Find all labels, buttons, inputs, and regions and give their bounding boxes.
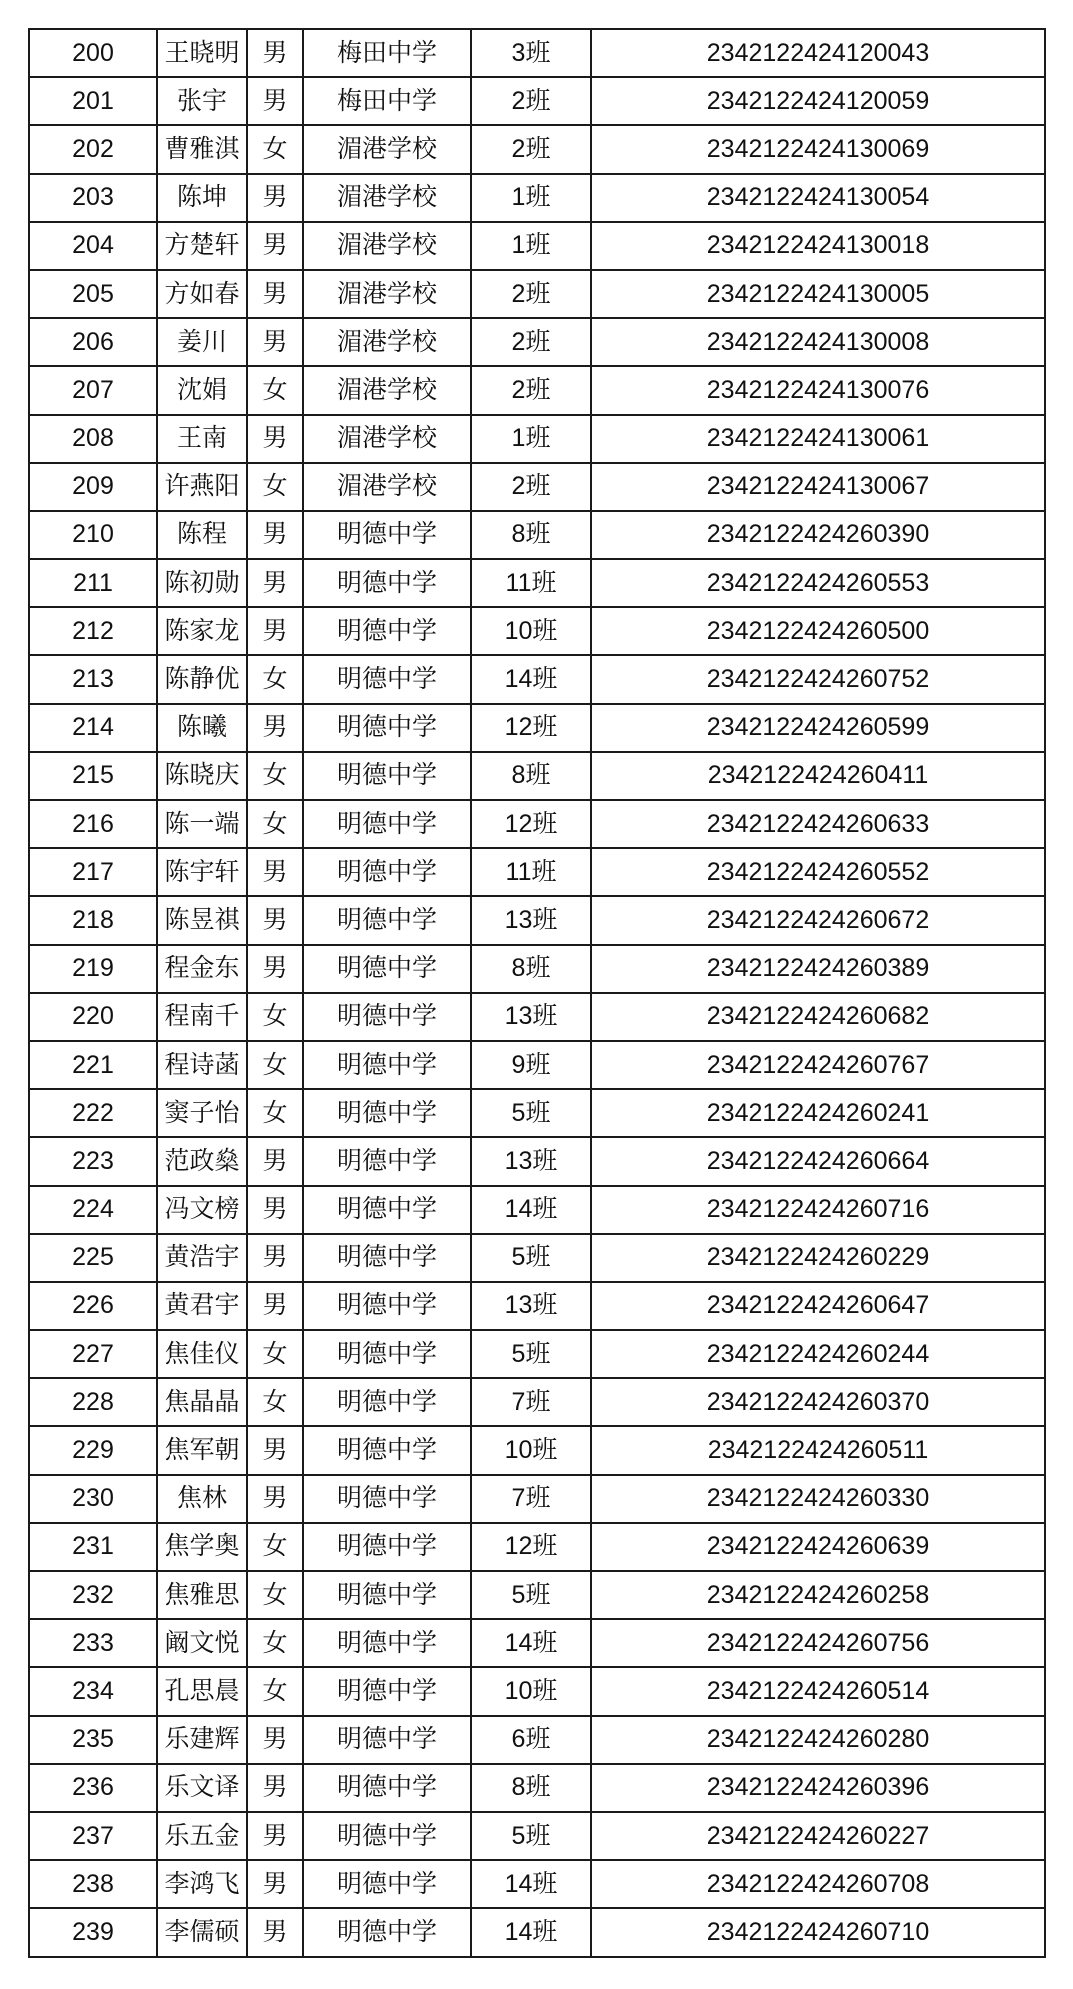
row-number-cell: 204 xyxy=(29,222,157,270)
table-row xyxy=(29,1619,1045,1667)
school-cell: 湄港学校 xyxy=(303,463,471,511)
table-row xyxy=(29,559,1045,607)
gender-cell: 男 xyxy=(247,896,303,944)
table-row xyxy=(29,1475,1045,1523)
class-cell: 3班 xyxy=(471,29,591,77)
class-cell: 6班 xyxy=(471,1716,591,1764)
exam-id-cell: 2342122424260716 xyxy=(591,1186,1045,1234)
school-cell: 明德中学 xyxy=(303,607,471,655)
row-number-cell: 235 xyxy=(29,1716,157,1764)
student-name-cell: 乐建辉 xyxy=(157,1716,247,1764)
school-cell: 明德中学 xyxy=(303,1378,471,1426)
school-cell: 明德中学 xyxy=(303,800,471,848)
school-cell: 明德中学 xyxy=(303,1812,471,1860)
exam-id-cell: 2342122424260664 xyxy=(591,1137,1045,1185)
table-row xyxy=(29,1234,1045,1282)
class-cell: 13班 xyxy=(471,1282,591,1330)
table-row xyxy=(29,800,1045,848)
school-cell: 明德中学 xyxy=(303,1571,471,1619)
student-name-cell: 程南千 xyxy=(157,993,247,1041)
gender-cell: 男 xyxy=(247,1812,303,1860)
row-number-cell: 222 xyxy=(29,1089,157,1137)
table-row xyxy=(29,29,1045,77)
exam-id-cell: 2342122424130008 xyxy=(591,318,1045,366)
school-cell: 明德中学 xyxy=(303,1282,471,1330)
school-cell: 明德中学 xyxy=(303,1860,471,1908)
student-name-cell: 焦雅思 xyxy=(157,1571,247,1619)
row-number-cell: 218 xyxy=(29,896,157,944)
exam-id-cell: 2342122424260411 xyxy=(591,752,1045,800)
exam-id-cell: 2342122424260599 xyxy=(591,704,1045,752)
school-cell: 湄港学校 xyxy=(303,174,471,222)
table-row xyxy=(29,1330,1045,1378)
exam-id-cell: 2342122424260708 xyxy=(591,1860,1045,1908)
table-row xyxy=(29,270,1045,318)
row-number-cell: 239 xyxy=(29,1908,157,1956)
exam-id-cell: 2342122424260370 xyxy=(591,1378,1045,1426)
row-number-cell: 232 xyxy=(29,1571,157,1619)
exam-id-cell: 2342122424260553 xyxy=(591,559,1045,607)
class-cell: 11班 xyxy=(471,559,591,607)
school-cell: 湄港学校 xyxy=(303,222,471,270)
school-cell: 梅田中学 xyxy=(303,29,471,77)
school-cell: 明德中学 xyxy=(303,1523,471,1571)
exam-id-cell: 2342122424260330 xyxy=(591,1475,1045,1523)
table-row xyxy=(29,1571,1045,1619)
table-row xyxy=(29,1908,1045,1956)
student-name-cell: 方楚轩 xyxy=(157,222,247,270)
student-name-cell: 沈娟 xyxy=(157,366,247,414)
row-number-cell: 215 xyxy=(29,752,157,800)
student-name-cell: 方如春 xyxy=(157,270,247,318)
school-cell: 明德中学 xyxy=(303,655,471,703)
row-number-cell: 217 xyxy=(29,848,157,896)
gender-cell: 男 xyxy=(247,415,303,463)
class-cell: 14班 xyxy=(471,655,591,703)
school-cell: 明德中学 xyxy=(303,1426,471,1474)
student-name-cell: 孔思晨 xyxy=(157,1667,247,1715)
exam-id-cell: 2342122424130018 xyxy=(591,222,1045,270)
school-cell: 明德中学 xyxy=(303,511,471,559)
exam-id-cell: 2342122424120059 xyxy=(591,77,1045,125)
gender-cell: 女 xyxy=(247,1041,303,1089)
table-row xyxy=(29,1667,1045,1715)
class-cell: 1班 xyxy=(471,415,591,463)
class-cell: 1班 xyxy=(471,174,591,222)
table-row xyxy=(29,993,1045,1041)
exam-id-cell: 2342122424260241 xyxy=(591,1089,1045,1137)
exam-id-cell: 2342122424130005 xyxy=(591,270,1045,318)
gender-cell: 男 xyxy=(247,270,303,318)
class-cell: 5班 xyxy=(471,1812,591,1860)
exam-id-cell: 2342122424260647 xyxy=(591,1282,1045,1330)
class-cell: 14班 xyxy=(471,1619,591,1667)
school-cell: 明德中学 xyxy=(303,1908,471,1956)
school-cell: 明德中学 xyxy=(303,945,471,993)
gender-cell: 男 xyxy=(247,848,303,896)
gender-cell: 女 xyxy=(247,800,303,848)
table-row xyxy=(29,1137,1045,1185)
class-cell: 14班 xyxy=(471,1186,591,1234)
row-number-cell: 219 xyxy=(29,945,157,993)
student-name-cell: 陈昱祺 xyxy=(157,896,247,944)
row-number-cell: 224 xyxy=(29,1186,157,1234)
gender-cell: 女 xyxy=(247,655,303,703)
gender-cell: 男 xyxy=(247,1426,303,1474)
student-name-cell: 姜川 xyxy=(157,318,247,366)
student-name-cell: 焦军朝 xyxy=(157,1426,247,1474)
row-number-cell: 221 xyxy=(29,1041,157,1089)
student-name-cell: 焦晶晶 xyxy=(157,1378,247,1426)
student-name-cell: 窦子怡 xyxy=(157,1089,247,1137)
gender-cell: 女 xyxy=(247,366,303,414)
table-row xyxy=(29,1282,1045,1330)
table-row xyxy=(29,125,1045,173)
class-cell: 13班 xyxy=(471,993,591,1041)
row-number-cell: 227 xyxy=(29,1330,157,1378)
school-cell: 明德中学 xyxy=(303,559,471,607)
class-cell: 2班 xyxy=(471,366,591,414)
school-cell: 明德中学 xyxy=(303,1089,471,1137)
exam-id-cell: 2342122424260639 xyxy=(591,1523,1045,1571)
student-name-cell: 陈宇轩 xyxy=(157,848,247,896)
row-number-cell: 201 xyxy=(29,77,157,125)
school-cell: 明德中学 xyxy=(303,1137,471,1185)
student-name-cell: 许燕阳 xyxy=(157,463,247,511)
exam-id-cell: 2342122424260280 xyxy=(591,1716,1045,1764)
row-number-cell: 206 xyxy=(29,318,157,366)
exam-id-cell: 2342122424260396 xyxy=(591,1764,1045,1812)
student-name-cell: 焦林 xyxy=(157,1475,247,1523)
student-name-cell: 张宇 xyxy=(157,77,247,125)
roster-table-body xyxy=(29,29,1045,1957)
class-cell: 7班 xyxy=(471,1378,591,1426)
school-cell: 明德中学 xyxy=(303,896,471,944)
student-name-cell: 黄君宇 xyxy=(157,1282,247,1330)
row-number-cell: 236 xyxy=(29,1764,157,1812)
class-cell: 8班 xyxy=(471,1764,591,1812)
row-number-cell: 225 xyxy=(29,1234,157,1282)
school-cell: 明德中学 xyxy=(303,704,471,752)
row-number-cell: 231 xyxy=(29,1523,157,1571)
row-number-cell: 226 xyxy=(29,1282,157,1330)
school-cell: 明德中学 xyxy=(303,993,471,1041)
exam-id-cell: 2342122424130076 xyxy=(591,366,1045,414)
row-number-cell: 210 xyxy=(29,511,157,559)
table-row xyxy=(29,222,1045,270)
table-row xyxy=(29,896,1045,944)
row-number-cell: 213 xyxy=(29,655,157,703)
gender-cell: 男 xyxy=(247,704,303,752)
row-number-cell: 238 xyxy=(29,1860,157,1908)
row-number-cell: 229 xyxy=(29,1426,157,1474)
gender-cell: 男 xyxy=(247,1475,303,1523)
table-row xyxy=(29,318,1045,366)
row-number-cell: 230 xyxy=(29,1475,157,1523)
row-number-cell: 223 xyxy=(29,1137,157,1185)
class-cell: 12班 xyxy=(471,800,591,848)
gender-cell: 女 xyxy=(247,1330,303,1378)
gender-cell: 男 xyxy=(247,29,303,77)
class-cell: 11班 xyxy=(471,848,591,896)
class-cell: 14班 xyxy=(471,1908,591,1956)
table-row xyxy=(29,607,1045,655)
gender-cell: 女 xyxy=(247,125,303,173)
gender-cell: 男 xyxy=(247,1137,303,1185)
student-name-cell: 王南 xyxy=(157,415,247,463)
table-row xyxy=(29,1812,1045,1860)
row-number-cell: 208 xyxy=(29,415,157,463)
student-name-cell: 陈初勋 xyxy=(157,559,247,607)
table-row xyxy=(29,415,1045,463)
exam-id-cell: 2342122424260752 xyxy=(591,655,1045,703)
gender-cell: 男 xyxy=(247,1716,303,1764)
school-cell: 湄港学校 xyxy=(303,318,471,366)
exam-id-cell: 2342122424260756 xyxy=(591,1619,1045,1667)
exam-id-cell: 2342122424260767 xyxy=(591,1041,1045,1089)
class-cell: 5班 xyxy=(471,1571,591,1619)
gender-cell: 男 xyxy=(247,222,303,270)
table-row xyxy=(29,511,1045,559)
exam-id-cell: 2342122424260710 xyxy=(591,1908,1045,1956)
gender-cell: 男 xyxy=(247,1282,303,1330)
class-cell: 8班 xyxy=(471,511,591,559)
table-row xyxy=(29,77,1045,125)
gender-cell: 女 xyxy=(247,1619,303,1667)
exam-id-cell: 2342122424260552 xyxy=(591,848,1045,896)
table-row xyxy=(29,848,1045,896)
exam-id-cell: 2342122424260633 xyxy=(591,800,1045,848)
student-name-cell: 阚文悦 xyxy=(157,1619,247,1667)
class-cell: 10班 xyxy=(471,607,591,655)
roster-table xyxy=(28,28,1046,1958)
row-number-cell: 205 xyxy=(29,270,157,318)
class-cell: 10班 xyxy=(471,1426,591,1474)
school-cell: 湄港学校 xyxy=(303,125,471,173)
gender-cell: 女 xyxy=(247,1089,303,1137)
row-number-cell: 209 xyxy=(29,463,157,511)
school-cell: 湄港学校 xyxy=(303,366,471,414)
student-name-cell: 黄浩宇 xyxy=(157,1234,247,1282)
exam-id-cell: 2342122424130069 xyxy=(591,125,1045,173)
exam-id-cell: 2342122424260244 xyxy=(591,1330,1045,1378)
table-row xyxy=(29,1089,1045,1137)
gender-cell: 女 xyxy=(247,463,303,511)
school-cell: 明德中学 xyxy=(303,1764,471,1812)
student-name-cell: 程金东 xyxy=(157,945,247,993)
exam-id-cell: 2342122424260500 xyxy=(591,607,1045,655)
gender-cell: 男 xyxy=(247,511,303,559)
exam-id-cell: 2342122424260511 xyxy=(591,1426,1045,1474)
row-number-cell: 214 xyxy=(29,704,157,752)
class-cell: 10班 xyxy=(471,1667,591,1715)
class-cell: 13班 xyxy=(471,1137,591,1185)
class-cell: 5班 xyxy=(471,1234,591,1282)
table-row xyxy=(29,1186,1045,1234)
student-name-cell: 王晓明 xyxy=(157,29,247,77)
exam-id-cell: 2342122424260672 xyxy=(591,896,1045,944)
table-row xyxy=(29,752,1045,800)
table-row xyxy=(29,704,1045,752)
student-name-cell: 焦学奥 xyxy=(157,1523,247,1571)
table-row xyxy=(29,1764,1045,1812)
class-cell: 8班 xyxy=(471,752,591,800)
school-cell: 明德中学 xyxy=(303,1619,471,1667)
gender-cell: 男 xyxy=(247,1764,303,1812)
exam-id-cell: 2342122424260682 xyxy=(591,993,1045,1041)
school-cell: 明德中学 xyxy=(303,1234,471,1282)
exam-id-cell: 2342122424260227 xyxy=(591,1812,1045,1860)
gender-cell: 男 xyxy=(247,1234,303,1282)
class-cell: 12班 xyxy=(471,704,591,752)
class-cell: 2班 xyxy=(471,318,591,366)
gender-cell: 女 xyxy=(247,1667,303,1715)
table-row xyxy=(29,463,1045,511)
class-cell: 2班 xyxy=(471,125,591,173)
class-cell: 1班 xyxy=(471,222,591,270)
row-number-cell: 237 xyxy=(29,1812,157,1860)
row-number-cell: 202 xyxy=(29,125,157,173)
class-cell: 13班 xyxy=(471,896,591,944)
school-cell: 明德中学 xyxy=(303,1667,471,1715)
table-row xyxy=(29,945,1045,993)
class-cell: 7班 xyxy=(471,1475,591,1523)
table-row xyxy=(29,1523,1045,1571)
roster-table-container xyxy=(28,28,1044,1958)
row-number-cell: 207 xyxy=(29,366,157,414)
row-number-cell: 212 xyxy=(29,607,157,655)
gender-cell: 男 xyxy=(247,1908,303,1956)
exam-id-cell: 2342122424260389 xyxy=(591,945,1045,993)
row-number-cell: 228 xyxy=(29,1378,157,1426)
gender-cell: 女 xyxy=(247,752,303,800)
class-cell: 8班 xyxy=(471,945,591,993)
exam-id-cell: 2342122424260514 xyxy=(591,1667,1045,1715)
student-name-cell: 程诗菡 xyxy=(157,1041,247,1089)
school-cell: 湄港学校 xyxy=(303,270,471,318)
exam-id-cell: 2342122424260390 xyxy=(591,511,1045,559)
class-cell: 12班 xyxy=(471,1523,591,1571)
student-name-cell: 乐文译 xyxy=(157,1764,247,1812)
gender-cell: 男 xyxy=(247,318,303,366)
exam-id-cell: 2342122424260229 xyxy=(591,1234,1045,1282)
student-name-cell: 焦佳仪 xyxy=(157,1330,247,1378)
class-cell: 9班 xyxy=(471,1041,591,1089)
gender-cell: 男 xyxy=(247,945,303,993)
exam-id-cell: 2342122424130054 xyxy=(591,174,1045,222)
student-name-cell: 范政燊 xyxy=(157,1137,247,1185)
table-row xyxy=(29,1426,1045,1474)
exam-id-cell: 2342122424260258 xyxy=(591,1571,1045,1619)
row-number-cell: 220 xyxy=(29,993,157,1041)
table-row xyxy=(29,1378,1045,1426)
school-cell: 明德中学 xyxy=(303,1475,471,1523)
class-cell: 2班 xyxy=(471,270,591,318)
student-name-cell: 陈家龙 xyxy=(157,607,247,655)
table-row xyxy=(29,174,1045,222)
student-name-cell: 陈曦 xyxy=(157,704,247,752)
gender-cell: 男 xyxy=(247,1860,303,1908)
exam-id-cell: 2342122424120043 xyxy=(591,29,1045,77)
gender-cell: 女 xyxy=(247,1571,303,1619)
row-number-cell: 234 xyxy=(29,1667,157,1715)
row-number-cell: 203 xyxy=(29,174,157,222)
school-cell: 明德中学 xyxy=(303,848,471,896)
school-cell: 明德中学 xyxy=(303,1716,471,1764)
row-number-cell: 233 xyxy=(29,1619,157,1667)
gender-cell: 男 xyxy=(247,77,303,125)
exam-id-cell: 2342122424130067 xyxy=(591,463,1045,511)
school-cell: 湄港学校 xyxy=(303,415,471,463)
row-number-cell: 200 xyxy=(29,29,157,77)
class-cell: 5班 xyxy=(471,1330,591,1378)
school-cell: 明德中学 xyxy=(303,752,471,800)
table-row xyxy=(29,1041,1045,1089)
student-name-cell: 曹雅淇 xyxy=(157,125,247,173)
student-name-cell: 陈程 xyxy=(157,511,247,559)
gender-cell: 男 xyxy=(247,607,303,655)
gender-cell: 男 xyxy=(247,1186,303,1234)
row-number-cell: 216 xyxy=(29,800,157,848)
student-name-cell: 陈坤 xyxy=(157,174,247,222)
school-cell: 明德中学 xyxy=(303,1041,471,1089)
class-cell: 2班 xyxy=(471,463,591,511)
gender-cell: 女 xyxy=(247,993,303,1041)
exam-id-cell: 2342122424130061 xyxy=(591,415,1045,463)
student-name-cell: 陈一端 xyxy=(157,800,247,848)
table-row xyxy=(29,1860,1045,1908)
student-name-cell: 李儒硕 xyxy=(157,1908,247,1956)
class-cell: 5班 xyxy=(471,1089,591,1137)
table-row xyxy=(29,1716,1045,1764)
school-cell: 明德中学 xyxy=(303,1186,471,1234)
class-cell: 2班 xyxy=(471,77,591,125)
table-row xyxy=(29,366,1045,414)
student-name-cell: 陈静优 xyxy=(157,655,247,703)
gender-cell: 男 xyxy=(247,559,303,607)
gender-cell: 男 xyxy=(247,174,303,222)
gender-cell: 女 xyxy=(247,1378,303,1426)
row-number-cell: 211 xyxy=(29,559,157,607)
student-name-cell: 冯文榜 xyxy=(157,1186,247,1234)
school-cell: 明德中学 xyxy=(303,1330,471,1378)
student-name-cell: 陈晓庆 xyxy=(157,752,247,800)
table-row xyxy=(29,655,1045,703)
gender-cell: 女 xyxy=(247,1523,303,1571)
student-name-cell: 乐五金 xyxy=(157,1812,247,1860)
student-name-cell: 李鸿飞 xyxy=(157,1860,247,1908)
school-cell: 梅田中学 xyxy=(303,77,471,125)
class-cell: 14班 xyxy=(471,1860,591,1908)
